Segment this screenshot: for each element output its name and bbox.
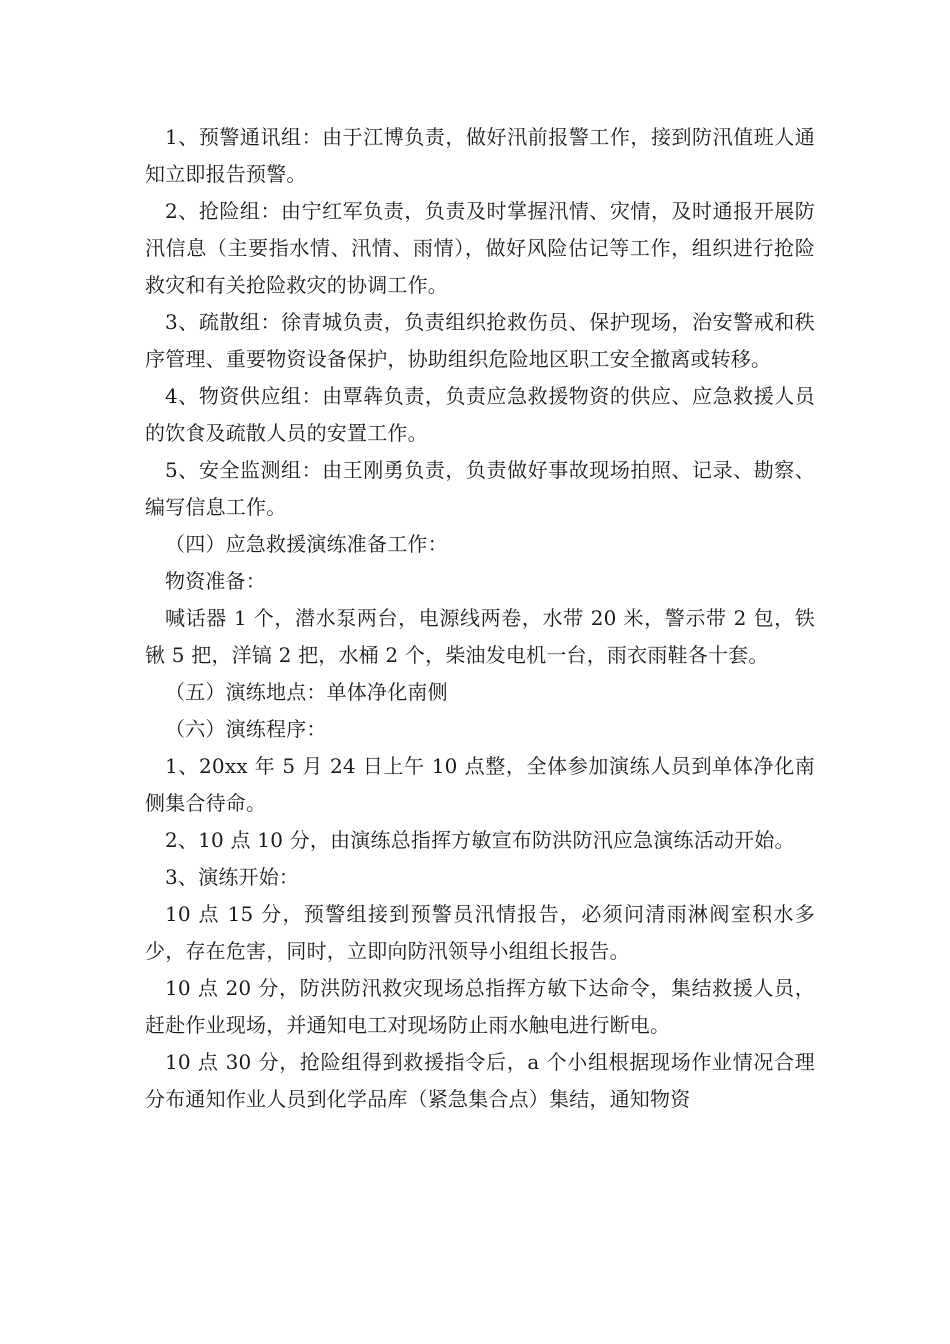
paragraph-evacuation-group: 3、疏散组：徐青城负责，负责组织抢救伤员、保护现场，治安警戒和秩序管理、重要物资设备保护，协助组织危险地区职工安全撤离或转移。	[145, 310, 815, 371]
paragraph-procedure-step-1: 1、20xx 年 5 月 24 日上午 10 点整，全体参加演练人员到单体净化南侧集合待命。	[145, 754, 815, 815]
paragraph-warning-group: 1、预警通讯组：由于江博负责，做好汛前报警工作，接到防汛值班人通知立即报告预警。	[145, 125, 815, 186]
paragraph-time-1030: 10 点 30 分，抢险组得到救援指令后，a 个小组根据现场作业情况合理分布通知作业人员到化学品库（紧急集合点）集结，通知物资	[145, 1050, 815, 1111]
paragraph-supply-group: 4、物资供应组：由覃犇负责，负责应急救援物资的供应、应急救援人员的饮食及疏散人员的安置工作。	[145, 384, 815, 445]
paragraph-time-1020: 10 点 20 分，防洪防汛救灾现场总指挥方敏下达命令，集结救援人员，赶赴作业现场，并通知电工对现场防止雨水触电进行断电。	[145, 976, 815, 1037]
paragraph-procedure-step-3: 3、演练开始：	[165, 865, 300, 889]
section-heading-procedure: （六）演练程序：	[165, 717, 327, 741]
paragraph-materials-list: 喊话器 1 个，潜水泵两台，电源线两卷，水带 20 米，警示带 2 包，铁锹 5 把，洋镐 2 把，水桶 2 个，柴油发电机一台，雨衣雨鞋各十套。	[145, 606, 815, 667]
document-body	[145, 119, 815, 1118]
section-heading-preparation: （四）应急救援演练准备工作：	[165, 532, 448, 556]
paragraph-procedure-step-2: 2、10 点 10 分，由演练总指挥方敏宣布防洪防汛应急演练活动开始。	[165, 828, 795, 852]
paragraph-rescue-group: 2、抢险组：由宁红军负责，负责及时掌握汛情、灾情，及时通报开展防汛信息（主要指水情、汛情、雨情），做好风险估记等工作，组织进行抢险救灾和有关抢险救灾的协调工作。	[145, 199, 815, 297]
section-heading-location: （五）演练地点：单体净化南侧	[165, 680, 448, 704]
paragraph-time-1015: 10 点 15 分，预警组接到预警员汛情报告，必须问清雨淋阀室积水多少，存在危害，同时，立即向防汛领导小组组长报告。	[145, 902, 815, 963]
paragraph-materials-label: 物资准备：	[165, 569, 266, 593]
paragraph-monitoring-group: 5、安全监测组：由王刚勇负责，负责做好事故现场拍照、记录、勘察、编写信息工作。	[145, 458, 815, 519]
